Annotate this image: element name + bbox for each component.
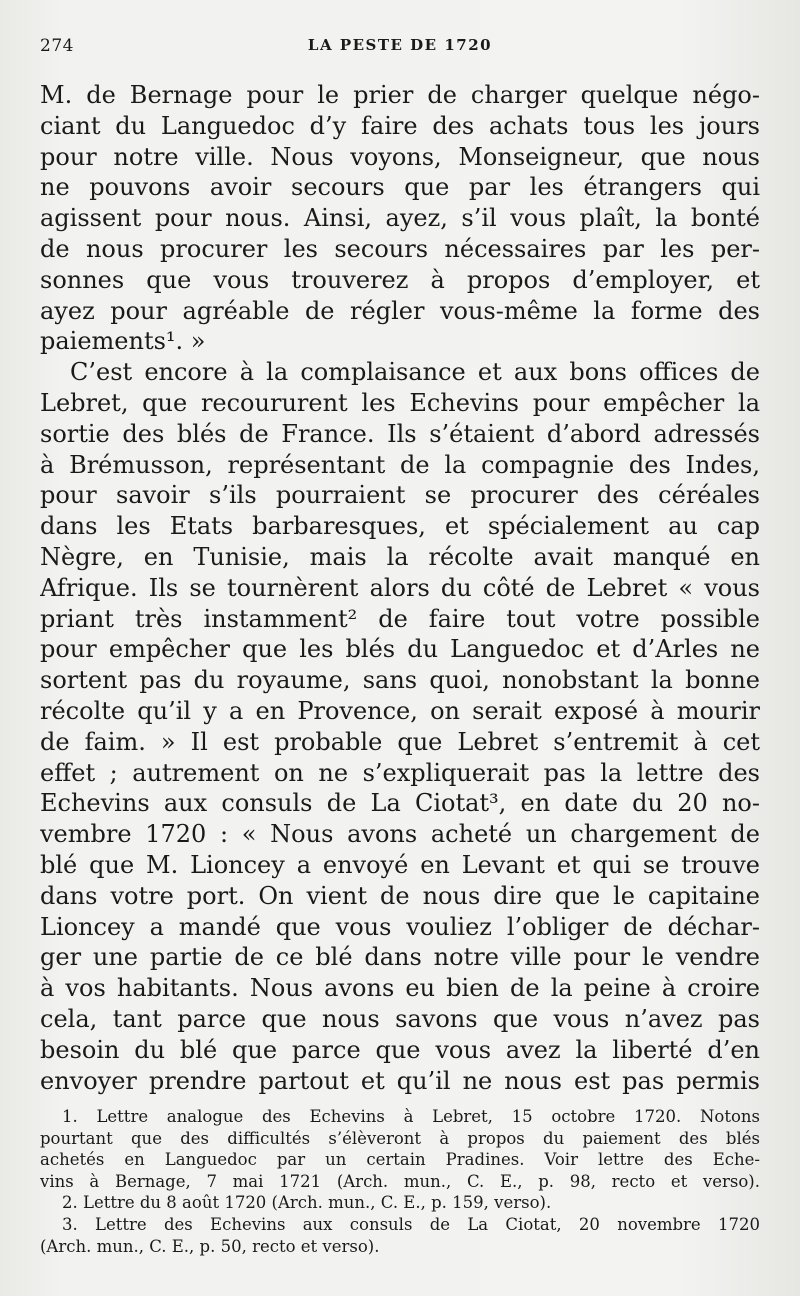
body-line: ger une partie de ce blé dans notre ville pour le vendre bbox=[40, 943, 760, 972]
body-line: effet ; autrement on ne s’expliquerait pas la lettre des bbox=[40, 758, 760, 787]
body-line: Lioncey a mandé que vous vouliez l’obliger de déchar- bbox=[40, 912, 760, 941]
body-line: dans votre port. On vient de nous dire que le capitaine bbox=[40, 881, 760, 910]
body-line: priant très instamment² de faire tout votre possible bbox=[40, 604, 760, 633]
body-line: agissent pour nous. Ainsi, ayez, s’il vous plaît, la bonté bbox=[40, 204, 760, 233]
page-number: 274 bbox=[40, 36, 74, 56]
body-line: envoyer prendre partout et qu’il ne nous est pas permis bbox=[40, 1066, 760, 1095]
body-line: ne pouvons avoir secours que par les étrangers qui bbox=[40, 173, 760, 202]
body-line: dans les Etats barbaresques, et spécialement au cap bbox=[40, 512, 760, 541]
body-text bbox=[40, 80, 760, 1096]
footnote-line: vins à Bernage, 7 mai 1721 (Arch. mun., C. E., p. 98, recto et verso). bbox=[40, 1171, 760, 1191]
body-line: vembre 1720 : « Nous avons acheté un chargement de bbox=[40, 820, 760, 849]
footnote-line: (Arch. mun., C. E., p. 50, recto et verso). bbox=[40, 1236, 380, 1256]
footnotes bbox=[40, 1106, 760, 1257]
body-line: sortent pas du royaume, sans quoi, nonobstant la bonne bbox=[40, 666, 760, 695]
running-title: LA PESTE DE 1720 bbox=[307, 36, 493, 54]
body-line: pour notre ville. Nous voyons, Monseigneur, que nous bbox=[40, 142, 760, 171]
body-line: ciant du Languedoc d’y faire des achats tous les jours bbox=[40, 111, 760, 140]
body-line: C’est encore à la complaisance et aux bons offices de bbox=[70, 358, 760, 387]
body-line: Afrique. Ils se tournèrent alors du côté de Lebret « vous bbox=[40, 573, 760, 602]
body-line: sortie des blés de France. Ils s’étaient d’abord adressés bbox=[40, 419, 760, 448]
body-line: sonnes que vous trouverez à propos d’employer, et bbox=[40, 265, 760, 294]
footnote-line: pourtant que des difficultés s’élèveront à propos du paiement des blés bbox=[40, 1128, 760, 1148]
body-line: M. de Bernage pour le prier de charger quelque négo- bbox=[40, 81, 760, 109]
footnote-line: 2. Lettre du 8 août 1720 (Arch. mun., C. E., p. 159, verso). bbox=[62, 1193, 552, 1213]
body-line: Echevins aux consuls de La Ciotat³, en date du 20 no- bbox=[40, 789, 760, 818]
footnote-line: 1. Lettre analogue des Echevins à Lebret, 15 octobre 1720. Notons bbox=[62, 1107, 760, 1126]
body-line: récolte qu’il y a en Provence, on serait exposé à mourir bbox=[40, 696, 760, 725]
body-line: de faim. » Il est probable que Lebret s’entremit à cet bbox=[40, 727, 760, 756]
body-line: de nous procurer les secours nécessaires par les per- bbox=[40, 234, 760, 263]
body-line: Lebret, que recoururent les Echevins pour empêcher la bbox=[40, 388, 760, 417]
page-header bbox=[40, 36, 760, 60]
footnote-line: 3. Lettre des Echevins aux consuls de La Ciotat, 20 novembre 1720 bbox=[62, 1214, 760, 1234]
body-line: blé que M. Lioncey a envoyé en Levant et qui se trouve bbox=[40, 850, 760, 879]
body-line: paiements¹. » bbox=[40, 327, 206, 356]
body-line: ayez pour agréable de régler vous-même la forme des bbox=[40, 296, 760, 325]
body-line: cela, tant parce que nous savons que vous n’avez pas bbox=[40, 1004, 760, 1033]
body-line: à vos habitants. Nous avons eu bien de la peine à croire bbox=[40, 974, 760, 1003]
body-line: à Brémusson, représentant de la compagnie des Indes, bbox=[40, 450, 760, 479]
body-line: pour empêcher que les blés du Languedoc et d’Arles ne bbox=[40, 635, 760, 664]
body-line: besoin du blé que parce que vous avez la liberté d’en bbox=[40, 1035, 760, 1064]
body-line: pour savoir s’ils pourraient se procurer des céréales bbox=[40, 481, 760, 510]
footnote-line: achetés en Languedoc par un certain Pradines. Voir lettre des Eche- bbox=[40, 1150, 760, 1170]
body-line: Nègre, en Tunisie, mais la récolte avait manqué en bbox=[40, 542, 760, 571]
